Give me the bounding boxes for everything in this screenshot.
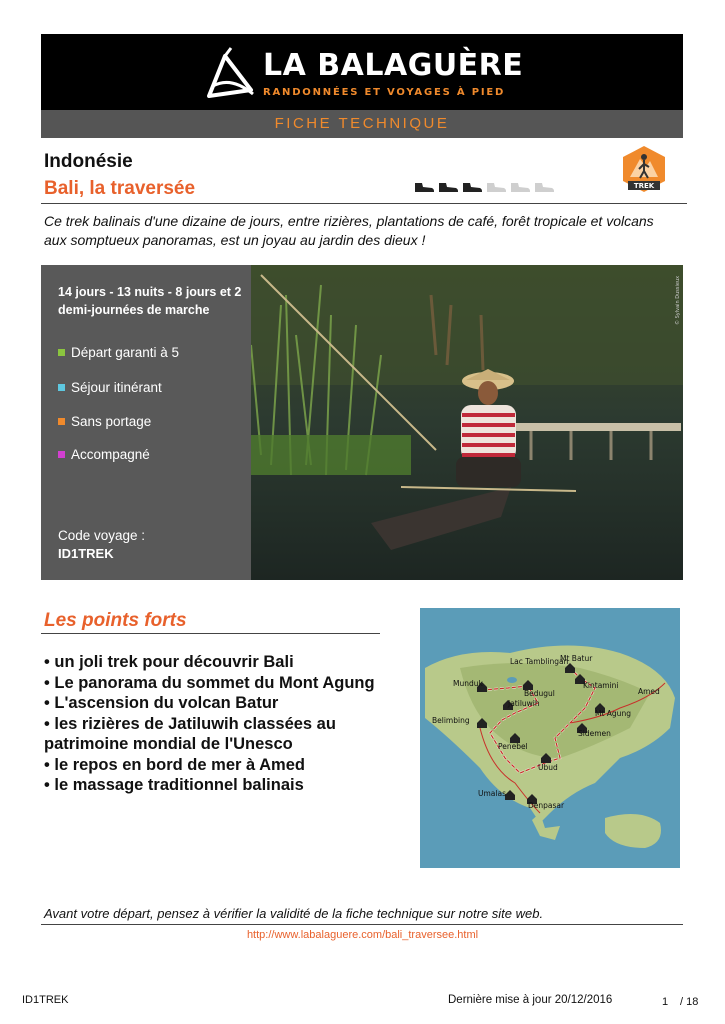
feature-guaranteed [58, 345, 179, 360]
map-label: Amed [638, 687, 660, 696]
map-label: Lac Tamblingan [510, 657, 569, 666]
boot-filled-icon [413, 181, 435, 193]
map-label: Bedugul [524, 689, 555, 698]
bali-route-map [420, 608, 680, 868]
footer-page-number: 1 [662, 996, 669, 1008]
difficulty-rating [413, 181, 555, 195]
mountain-logo-icon [201, 46, 261, 102]
footer-update-date: Dernière mise à jour 20/12/2016 [448, 994, 613, 1006]
boot-empty-icon [533, 181, 555, 193]
validity-notice: Avant votre départ, pensez à vérifier la validité de la fiche technique sur notre site web. [44, 906, 544, 921]
feature-itinerant [58, 380, 162, 395]
map-label: Denpasar [528, 801, 565, 810]
trip-code-label: Code voyage : [58, 528, 146, 543]
feature-label: Séjour itinérant [71, 380, 162, 395]
title-divider [41, 203, 687, 204]
highlight-item: • L'ascension du volcan Batur [44, 694, 279, 712]
fisherman-photo [251, 265, 683, 580]
country-title: Indonésie [44, 151, 133, 172]
feature-bullet [58, 384, 65, 391]
map-label: Jatiluwih [508, 699, 540, 708]
map-label: Mt Agung [595, 709, 631, 718]
highlight-item: • les rizières de Jatiluwih classées au patrimoine mondial de l'Unesco [44, 714, 336, 753]
feature-label: Sans portage [71, 414, 152, 429]
map-label: Kintamini [583, 681, 619, 690]
highlight-item: • Le panorama du sommet du Mont Agung [44, 673, 375, 692]
brand-tagline: RANDONNÉES ET VOYAGES À PIED [263, 87, 506, 98]
map-label: Umalas [478, 789, 506, 798]
map-label: Munduk [453, 679, 483, 688]
brand-header [41, 34, 683, 110]
feature-bullet [58, 418, 65, 425]
boot-filled-icon [461, 181, 483, 193]
feature-bullet [58, 451, 65, 458]
feature-label: Départ garanti à 5 [71, 345, 180, 360]
trip-title: Bali, la traversée [44, 178, 196, 199]
boot-filled-icon [437, 181, 459, 193]
section-title: FICHE TECHNIQUE [274, 115, 450, 132]
footer-trip-code: ID1TREK [22, 994, 69, 1006]
boot-empty-icon [509, 181, 531, 193]
highlights-divider [41, 633, 380, 634]
highlights-list [44, 652, 384, 796]
highlight-item: • un joli trek pour découvrir Bali [44, 653, 294, 671]
trip-duration: 14 jours - 13 nuits - 8 jours et 2 demi-journées de marche [58, 285, 242, 317]
info-panel [41, 265, 251, 580]
feature-bullet [58, 349, 65, 356]
map-label: Mt Batur [560, 654, 593, 663]
feature-guided [58, 447, 150, 462]
map-label: Belimbing [432, 716, 470, 725]
map-label: Sidemen [578, 729, 611, 738]
map-label: Penebel [498, 742, 528, 751]
boot-empty-icon [485, 181, 507, 193]
brand-name: LA BALAGUÈRE [263, 48, 524, 83]
section-bar [41, 110, 683, 138]
trip-code: ID1TREK [58, 546, 114, 561]
trek-badge-label: TREK [633, 182, 655, 190]
highlight-item: • le massage traditionnel balinais [44, 776, 304, 794]
photo-credit: © Sylvain Dussieux [675, 275, 681, 325]
trek-badge-icon [622, 145, 666, 193]
highlight-item: • le repos en bord de mer à Amed [44, 755, 305, 774]
notice-divider [41, 924, 683, 925]
trip-url-link[interactable]: http://www.labalaguere.com/bali_traversee.html [246, 929, 479, 941]
feature-label: Accompagné [71, 447, 150, 462]
feature-no-porter [58, 414, 151, 429]
footer-page-total: / 18 [680, 996, 699, 1008]
trip-intro: Ce trek balinais d'une dizaine de jours, entre rizières, plantations de café, forêt tropicale et volcans aux somptueux panoramas, est un joyau au jardin des dieux ! [44, 213, 654, 248]
highlights-title: Les points forts [44, 610, 187, 631]
map-label: Ubud [538, 763, 558, 772]
